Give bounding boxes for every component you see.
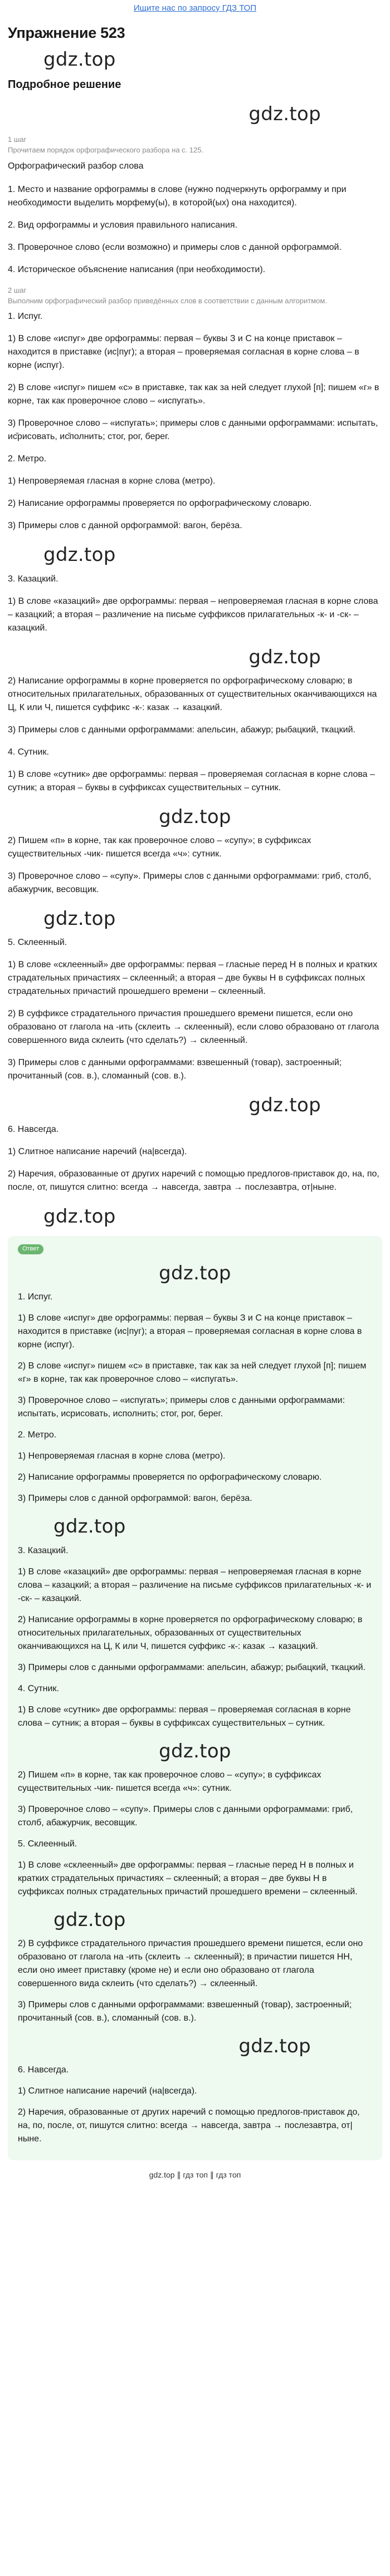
analysis-para: 3) Проверочное слово – «испугать»; примеры слов с данными орфограммами: испытать, ис̆рисовать, ис̆полнить; стог, рог, берег.: [8, 418, 378, 442]
answer-para: 3) Примеры слов с данной орфограммой: вагон, берёза.: [18, 1494, 252, 1504]
step-1-item: 2. Вид орфограммы и условия правильного написания.: [8, 220, 238, 230]
search-hint-link[interactable]: Ищите нас по запросу ГДЗ ТОП: [133, 3, 257, 13]
word-heading: 1. Испуг.: [18, 1292, 53, 1302]
analysis-para: 2) Наречия, образованные от других наречий с помощью предлогов-приставок до, на, по, после, от, пишутся слитно: всегда → навсегда, завтра → послезавтра, от|ныне.: [8, 1169, 379, 1192]
word-heading: 6. Навсегда.: [18, 2065, 69, 2075]
answer-para: 1) В слове «склеенный» две орфограммы: первая – гласные перед Н в полных и кратких страдательных причастиях – склеенный; а вторая – две буквы Н в суффиксах полных страдательных причастий прошедшего времени – склеенный.: [18, 1860, 358, 1897]
step-1-tag: 1 шаг: [8, 135, 27, 144]
answer-box: [8, 1236, 382, 2160]
step-1: [8, 135, 382, 276]
step-1-item: 1. Место и название орфограммы в слове (нужно подчеркнуть орфограмму и при необходимости выделить морфему(ы), в которой(ых) она находится).: [8, 184, 347, 208]
analysis-para: 1) В слове «казацкий» две орфограммы: первая – непроверяемая гласная в корне слова – казацкий; а вторая – различение на письме суффиксов прилагательных -к- и -ск- – казацкий.: [8, 596, 378, 633]
word-heading: 2. Метро.: [18, 1430, 57, 1440]
watermark: gdz.top: [53, 1515, 126, 1538]
analysis-para: 3) Примеры слов с данными орфограммами: апельсин, абажур; рыбацкий, ткацкий.: [8, 725, 355, 735]
watermark: gdz.top: [159, 805, 231, 828]
analysis-para: 2) Пишем «п» в корне, так как проверочное слово – «супу»; в суффиксах существительных -чик- пишется всегда «ч»: сутник.: [8, 836, 311, 859]
watermark: gdz.top: [238, 2035, 311, 2058]
step-2: [8, 285, 382, 1230]
word-heading: 2. Метро.: [8, 454, 47, 464]
word-heading: 4. Сутник.: [18, 1683, 59, 1693]
answer-para: 2) В суффиксе страдательного причастия прошедшего времени пишется, если оно образовано от глагола на -ить (склеить → склеенный); в причастии пишется НН, если оно имеет приставку (кроме не) и если оно образовано от глагола совершенного вида склеить (что сделать?) → склеенный.: [18, 1939, 363, 1989]
analysis-para: 1) В слове «испуг» две орфограммы: первая – буквы З и С на конце приставок – находится в приставке (ис|пуг); а вторая – проверяемая согласная в корне слова – в корне (испуг).: [8, 334, 359, 371]
watermark: gdz.top: [43, 908, 116, 930]
word-heading: 3. Казацкий.: [8, 574, 58, 584]
step-1-note: Прочитаем порядок орфографического разбора на с. 125.: [8, 146, 204, 155]
word-heading: 3. Казацкий.: [18, 1545, 69, 1555]
analysis-para: 3) Примеры слов с данной орфограммой: вагон, берёза.: [8, 521, 242, 531]
answer-para: 1) Слитное написание наречий (на|всегда).: [18, 2086, 197, 2096]
step-2-tag: 2 шаг: [8, 285, 27, 294]
watermark: gdz.top: [43, 48, 116, 71]
watermark: gdz.top: [53, 1908, 126, 1931]
watermark: gdz.top: [159, 1740, 231, 1762]
analysis-para: 2) Написание орфограммы в корне проверяется по орфографическому словарю; в относительных прилагательных, образованных от существительных оканчивающихся на Ц, К или Ч, пишется суффикс -к-: казак → казацкий.: [8, 676, 377, 712]
watermark: gdz.top: [159, 1262, 231, 1284]
answer-para: 2) Написание орфограммы проверяется по орфографическому словарю.: [18, 1472, 322, 1482]
word-heading: 5. Склеенный.: [8, 938, 67, 948]
analysis-para: 3) Примеры слов с данными орфограммами: взвешенный (товар), застроенный; прочитанный (сов. в.), сломанный (сов. в.).: [8, 1058, 342, 1081]
answer-para: 2) Наречия, образованные от других наречий с помощью предлогов-приставок до, на, по, после, от, пишутся слитно: всегда → навсегда, завтра → послезавтра, от|ныне.: [18, 2107, 360, 2144]
analysis-para: 1) В слове «сутник» две орфограммы: первая – проверяемая согласная в корне слова – сутник; а вторая – буквы в суффиксах существительных – сутник.: [8, 769, 375, 792]
step-2-note: Выполним орфографический разбор приведённых слов в соответствии с данным алгоритмом.: [8, 296, 327, 305]
answer-para: 1) Непроверяемая гласная в корне слова (метро).: [18, 1451, 226, 1461]
top-banner: [8, 0, 382, 14]
word-heading: 4. Сутник.: [8, 747, 49, 757]
watermark: gdz.top: [248, 103, 321, 126]
analysis-para: 1) Слитное написание наречий (на|всегда).: [8, 1146, 187, 1156]
answer-para: 1) В слове «казацкий» две орфограммы: первая – непроверяемая гласная в корне слова – казацкий; а вторая – различение на письме суффиксов прилагательных -к- и -ск- – казацкий.: [18, 1567, 372, 1603]
analysis-para: 3) Проверочное слово – «супу». Примеры слов с данными орфограммами: гриб, столб, абажурчик, весовщик.: [8, 871, 372, 895]
step-1-item: 3. Проверочное слово (если возможно) и примеры слов с данной орфограммой.: [8, 242, 342, 252]
analysis-para: 1) Непроверяемая гласная в корне слова (метро).: [8, 476, 216, 486]
footer: gdz.top ∥ гдз топ ∥ гдз топ: [149, 2170, 241, 2180]
word-heading: 1. Испуг.: [8, 312, 43, 322]
watermark: gdz.top: [43, 1205, 116, 1228]
watermark: gdz.top: [248, 646, 321, 668]
answer-para: 2) Написание орфограммы в корне проверяется по орфографическому словарю; в относительных прилагательных, образованных от существительных оканчивающихся на Ц, К или Ч, пишется суффикс -к-: казак → казацкий.: [18, 1614, 363, 1651]
step-1-heading: Орфографический разбор слова: [8, 161, 144, 171]
answer-para: 2) В слове «испуг» пишем «с» в приставке, так как за ней следует глухой [п]; пишем «г» в корне, так как проверочное слово – «испугать».: [18, 1361, 367, 1385]
answer-para: 3) Примеры слов с данными орфограммами: апельсин, абажур; рыбацкий, ткацкий.: [18, 1662, 365, 1672]
analysis-para: 2) Написание орфограммы проверяется по орфографическому словарю.: [8, 499, 312, 509]
word-heading: 6. Навсегда.: [8, 1124, 59, 1134]
answer-tag: Ответ: [18, 1244, 43, 1254]
answer-para: 3) Проверочное слово – «супу». Примеры слов с данными орфограммами: гриб, столб, абажурчик, весовщик.: [18, 1804, 353, 1828]
exercise-title: Упражнение 523: [8, 24, 125, 41]
answer-para: 2) Пишем «п» в корне, так как проверочное слово – «супу»; в суффиксах существительных -чик- пишется всегда «ч»: сутник.: [18, 1770, 321, 1793]
analysis-para: 1) В слове «склеенный» две орфограммы: первая – гласные перед Н в полных и кратких страдательных причастиях – склеенный; а вторая – две буквы Н в суффиксах полных страдательных причастий прошедшего времени – склеенный.: [8, 960, 378, 997]
solution-heading: Подробное решение: [8, 78, 121, 91]
answer-para: 3) Проверочное слово – «испугать»; примеры слов с данными орфограммами: испытать, исрисовать, исполнить; стог, рог, берег.: [18, 1396, 345, 1419]
step-1-item: 4. Историческое объяснение написания (при необходимости).: [8, 264, 266, 274]
watermark: gdz.top: [43, 544, 116, 567]
answer-para: 1) В слове «сутник» две орфограммы: первая – проверяемая согласная в корне слова – сутник; а вторая – буквы в суффиксах существительных – сутник.: [18, 1705, 351, 1728]
answer-para: 1) В слове «испуг» две орфограммы: первая – буквы З и С на конце приставок – находится в приставке (ис|пуг); а вторая – проверяемая согласная в корне слова в корне (испуг).: [18, 1313, 362, 1350]
analysis-para: 2) В суффиксе страдательного причастия прошедшего времени пишется, если оно образовано от глагола на -ить (склеить → склеенный), если слово образовано от глагола совершенного вида склеить (что сделать?) → склеенный.: [8, 1009, 379, 1046]
word-heading: 5. Склеенный.: [18, 1839, 77, 1849]
watermark: gdz.top: [248, 1094, 321, 1117]
answer-para: 3) Примеры слов с данными орфограммами: взвешенный (товар), застроенный; прочитанный (сов. в.), сломанный (сов. в.).: [18, 2000, 352, 2023]
analysis-para: 2) В слове «испуг» пишем «с» в приставке, так как за ней следует глухой [п]; пишем «г» в корне, так как проверочное слово – «испугать».: [8, 383, 379, 406]
